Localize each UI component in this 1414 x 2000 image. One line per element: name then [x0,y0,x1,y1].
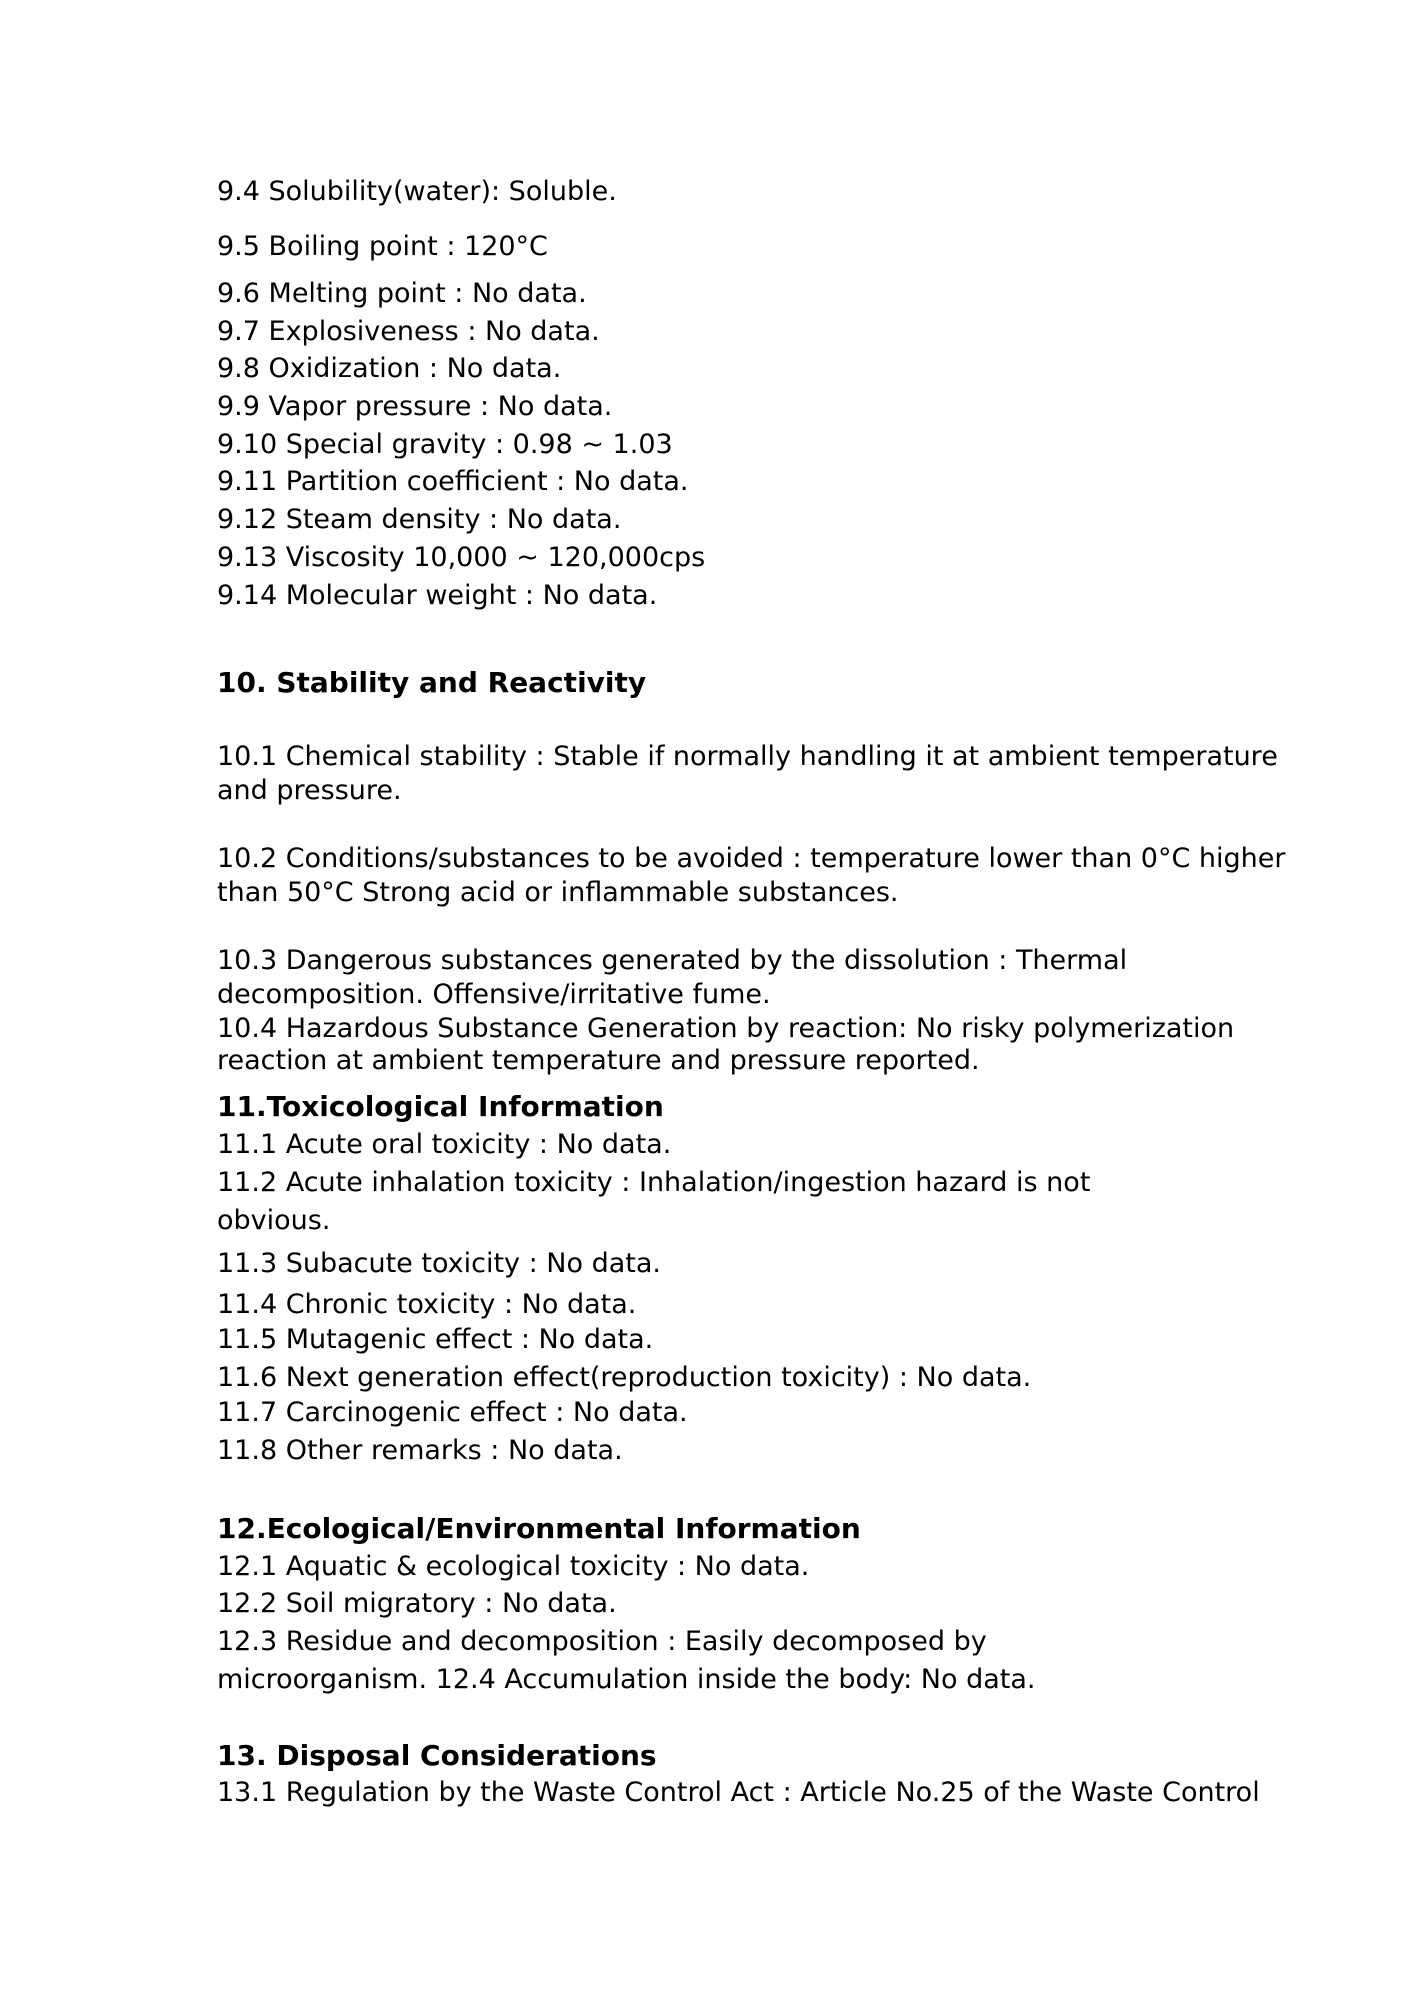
item-10-3-line-2: decomposition. Offensive/irritative fume. [217,979,771,1010]
item-9-9: 9.9 Vapor pressure : No data. [217,391,613,422]
item-9-11: 9.11 Partition coefficient : No data. [217,466,689,497]
item-12-3-line-2: microorganism. 12.4 Accumulation inside the body: No data. [217,1664,1036,1695]
item-9-7: 9.7 Explosiveness : No data. [217,316,600,347]
item-11-3: 11.3 Subacute toxicity : No data. [217,1248,661,1279]
item-9-12: 9.12 Steam density : No data. [217,504,622,535]
item-12-1: 12.1 Aquatic & ecological toxicity : No data. [217,1551,810,1582]
item-12-3-line-1: 12.3 Residue and decomposition : Easily decomposed by [217,1626,987,1657]
section-13-heading: 13. Disposal Considerations [217,1739,657,1772]
item-9-6: 9.6 Melting point : No data. [217,278,587,309]
document-page [217,0,1286,2000]
item-11-7: 11.7 Carcinogenic effect : No data. [217,1397,688,1428]
item-12-2: 12.2 Soil migratory : No data. [217,1588,617,1619]
item-10-1-line-1: 10.1 Chemical stability : Stable if normally handling it at ambient temperature [217,741,1278,772]
item-11-2-line-2: obvious. [217,1205,331,1236]
item-10-2-line-1: 10.2 Conditions/substances to be avoided : temperature lower than 0°C higher [217,843,1286,874]
section-10-heading: 10. Stability and Reactivity [217,666,647,699]
item-11-6: 11.6 Next generation effect(reproduction toxicity) : No data. [217,1362,1032,1393]
item-9-5: 9.5 Boiling point : 120°C [217,231,548,262]
item-9-10: 9.10 Special gravity : 0.98 ~ 1.03 [217,429,673,460]
item-11-1: 11.1 Acute oral toxicity : No data. [217,1129,672,1160]
item-11-8: 11.8 Other remarks : No data. [217,1435,623,1466]
item-10-3-line-1: 10.3 Dangerous substances generated by the dissolution : Thermal [217,945,1128,976]
item-10-4-line-1: 10.4 Hazardous Substance Generation by reaction: No risky polymerization [217,1013,1235,1044]
section-11-heading: 11.Toxicological Information [217,1090,664,1123]
item-11-2-line-1: 11.2 Acute inhalation toxicity : Inhalation/ingestion hazard is not [217,1167,1091,1198]
item-9-8: 9.8 Oxidization : No data. [217,353,562,384]
item-11-4: 11.4 Chronic toxicity : No data. [217,1289,637,1320]
item-9-14: 9.14 Molecular weight : No data. [217,580,658,611]
item-9-13: 9.13 Viscosity 10,000 ~ 120,000cps [217,542,706,573]
item-9-4: 9.4 Solubility(water): Soluble. [217,176,617,207]
section-12-heading: 12.Ecological/Environmental Information [217,1512,861,1545]
item-13-1: 13.1 Regulation by the Waste Control Act : Article No.25 of the Waste Control [217,1777,1260,1808]
item-10-1-line-2: and pressure. [217,775,402,806]
item-11-5: 11.5 Mutagenic effect : No data. [217,1324,654,1355]
item-10-4-line-2: reaction at ambient temperature and pressure reported. [217,1045,980,1076]
item-10-2-line-2: than 50°C Strong acid or inflammable substances. [217,877,899,908]
